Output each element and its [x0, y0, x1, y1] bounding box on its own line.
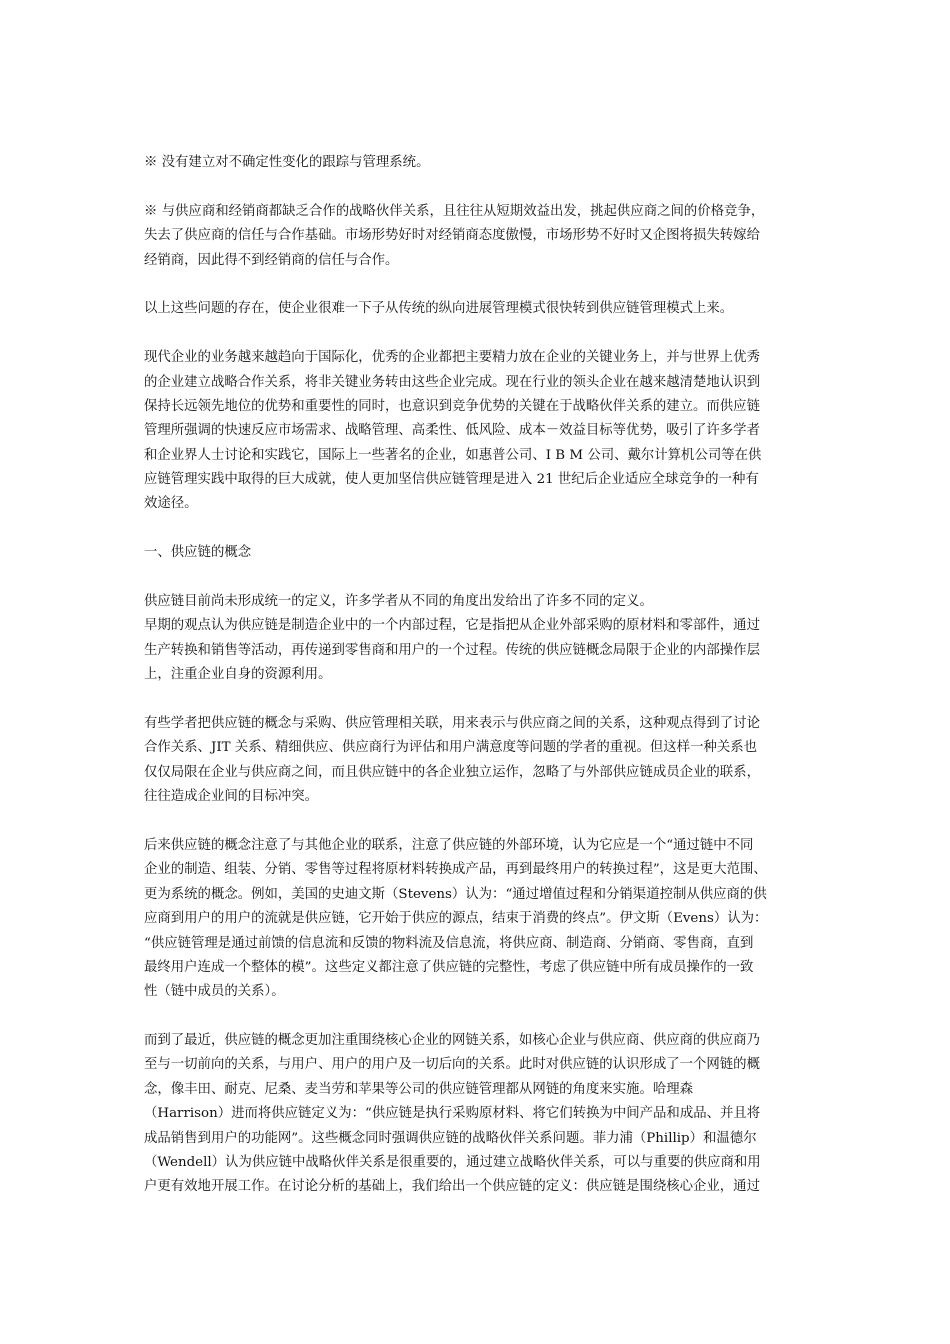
- text-line: 生产转换和销售等活动，再传递到零售商和用户的一个过程。传统的供应链概念局限于企业的内部操作层: [144, 642, 760, 658]
- paragraph-gap: [144, 810, 809, 834]
- text-line: （Wendell）认为供应链中战略伙伴关系是很重要的，通过建立战略伙伴关系，可以与重要的供应商和用: [144, 1155, 761, 1171]
- paragraph-network-view: [144, 1029, 809, 1200]
- text-line: 经销商，因此得不到经销商的信任与合作。: [144, 252, 399, 268]
- paragraph-partner-relations: [144, 200, 809, 273]
- text-line: 成品销售到用户的功能网”。这些概念同时强调供应链的战略伙伴关系问题。菲力浦（Phillip）和温德尔: [144, 1130, 757, 1146]
- text-line: 更为系统的概念。例如，美国的史迪文斯（Stevens）认为：“通过增值过程和分销渠道控制从供应商的供: [144, 886, 767, 902]
- text-line: 最终用户连成一个整体的模”。这些定义都注意了供应链的完整性，考虑了供应链中所有成员操作的一致: [144, 959, 754, 975]
- paragraph-early-definition: [144, 590, 809, 688]
- text-line: 至与一切前向的关系，与用户、用户的用户及一切后向的关系。此时对供应链的认识形成了一个网链的概: [144, 1057, 760, 1073]
- text-line: 供应链目前尚未形成统一的定义，许多学者从不同的角度出发给出了许多不同的定义。: [144, 594, 653, 610]
- section-heading: [144, 541, 809, 565]
- paragraph-gap: [144, 566, 809, 590]
- text-line: 现代企业的业务越来越趋向于国际化，优秀的企业都把主要精力放在企业的关键业务上，并与世界上优秀: [144, 350, 760, 366]
- text-line: 企业的制造、组装、分销、零售等过程将原材料转换成产品，再到最终用户的转换过程”，这是更大范围、: [144, 862, 767, 878]
- text-line: 性（链中成员的关系）。: [144, 984, 285, 1000]
- text-line: 应商到用户的用户的流就是供应链，它开始于供应的源点，结束于消费的终点”。伊文斯（Evens）认为：: [144, 911, 768, 927]
- text-line: 上，注重企业自身的资源利用。: [144, 667, 332, 683]
- paragraph-external-view: [144, 834, 809, 1005]
- paragraph-uncertainty-tracking: [144, 151, 809, 175]
- paragraph-procurement-view: [144, 712, 809, 810]
- text-line: 有些学者把供应链的概念与采购、供应管理相关联，用来表示与供应商之间的关系，这种观点得到了讨论: [144, 715, 760, 731]
- paragraph-gap: [144, 1005, 809, 1029]
- text-line: 后来供应链的概念注意了与其他企业的联系，注意了供应链的外部环境，认为它应是一个“通过链中不同: [144, 837, 754, 853]
- text-line: 应链管理实践中取得的巨大成就，使人更加坚信供应链管理是进入 21 世纪后企业适应全球竞争的一种有: [144, 472, 759, 488]
- text-line: 以上这些问题的存在，使企业很难一下子从传统的纵向进展管理模式很快转到供应链管理模式上来。: [144, 301, 734, 317]
- document-body: [144, 151, 809, 1200]
- text-line: 管理所强调的快速反应市场需求、战略管理、高柔性、低风险、成本－效益目标等优势，吸引了许多学者: [144, 423, 760, 439]
- text-line: 户更有效地开展工作。在讨论分析的基础上，我们给出一个供应链的定义：供应链是围绕核心企业，通过: [144, 1179, 760, 1195]
- text-line: 而到了最近，供应链的概念更加注重围绕核心企业的网链关系，如核心企业与供应商、供应商的供应商乃: [144, 1033, 760, 1049]
- paragraph-gap: [144, 517, 809, 541]
- text-line: “供应链管理是通过前馈的信息流和反馈的物料流及信息流，将供应商、制造商、分销商、零售商，直到: [144, 935, 754, 951]
- text-line: 保持长远领先地位的优势和重要性的同时，也意识到竞争优势的关键在于战略伙伴关系的建立。而供应链: [144, 398, 760, 414]
- section-title: 一、供应链的概念: [144, 545, 252, 561]
- paragraph-gap: [144, 688, 809, 712]
- text-line: 仅仅局限在企业与供应商之间，而且供应链中的各企业独立运作，忽略了与外部供应链成员企业的联系，: [144, 764, 760, 780]
- paragraph-gap: [144, 273, 809, 297]
- paragraph-gap: [144, 322, 809, 346]
- text-line: ※ 没有建立对不确定性变化的跟踪与管理系统。: [144, 155, 430, 170]
- text-line: 往往造成企业间的目标冲突。: [144, 789, 319, 805]
- text-line: 念，像丰田、耐克、尼桑、麦当劳和苹果等公司的供应链管理都从网链的角度来实施。哈理森: [144, 1081, 694, 1097]
- paragraph-gap: [144, 175, 809, 199]
- text-line: ※ 与供应商和经销商都缺乏合作的战略伙伴关系，且往往从短期效益出发，挑起供应商之间的价格竞争，: [144, 203, 765, 219]
- paragraph-modern-enterprise: [144, 346, 809, 517]
- text-line: 和企业界人士讨论和实践它，国际上一些著名的企业，如惠普公司、I B M 公司、戴尔计算机公司等在供: [144, 447, 762, 463]
- text-line: 效途径。: [144, 496, 198, 512]
- text-line: 的企业建立战略合作关系，将非关键业务转由这些企业完成。现在行业的领头企业在越来越清楚地认识到: [144, 374, 760, 390]
- paragraph-problem-summary: [144, 297, 809, 321]
- text-line: （Harrison）进而将供应链定义为：“供应链是执行采购原材料、将它们转换为中间产品和成品、并且将: [144, 1106, 761, 1122]
- text-line: 合作关系、JIT 关系、精细供应、供应商行为评估和用户满意度等问题的学者的重视。但这样一种关系也: [144, 740, 758, 756]
- text-line: 早期的观点认为供应链是制造企业中的一个内部过程，它是指把从企业外部采购的原材料和零部件，通过: [144, 618, 760, 634]
- text-line: 失去了供应商的信任与合作基础。市场形势好时对经销商态度傲慢，市场形势不好时又企图将损失转嫁给: [144, 228, 760, 244]
